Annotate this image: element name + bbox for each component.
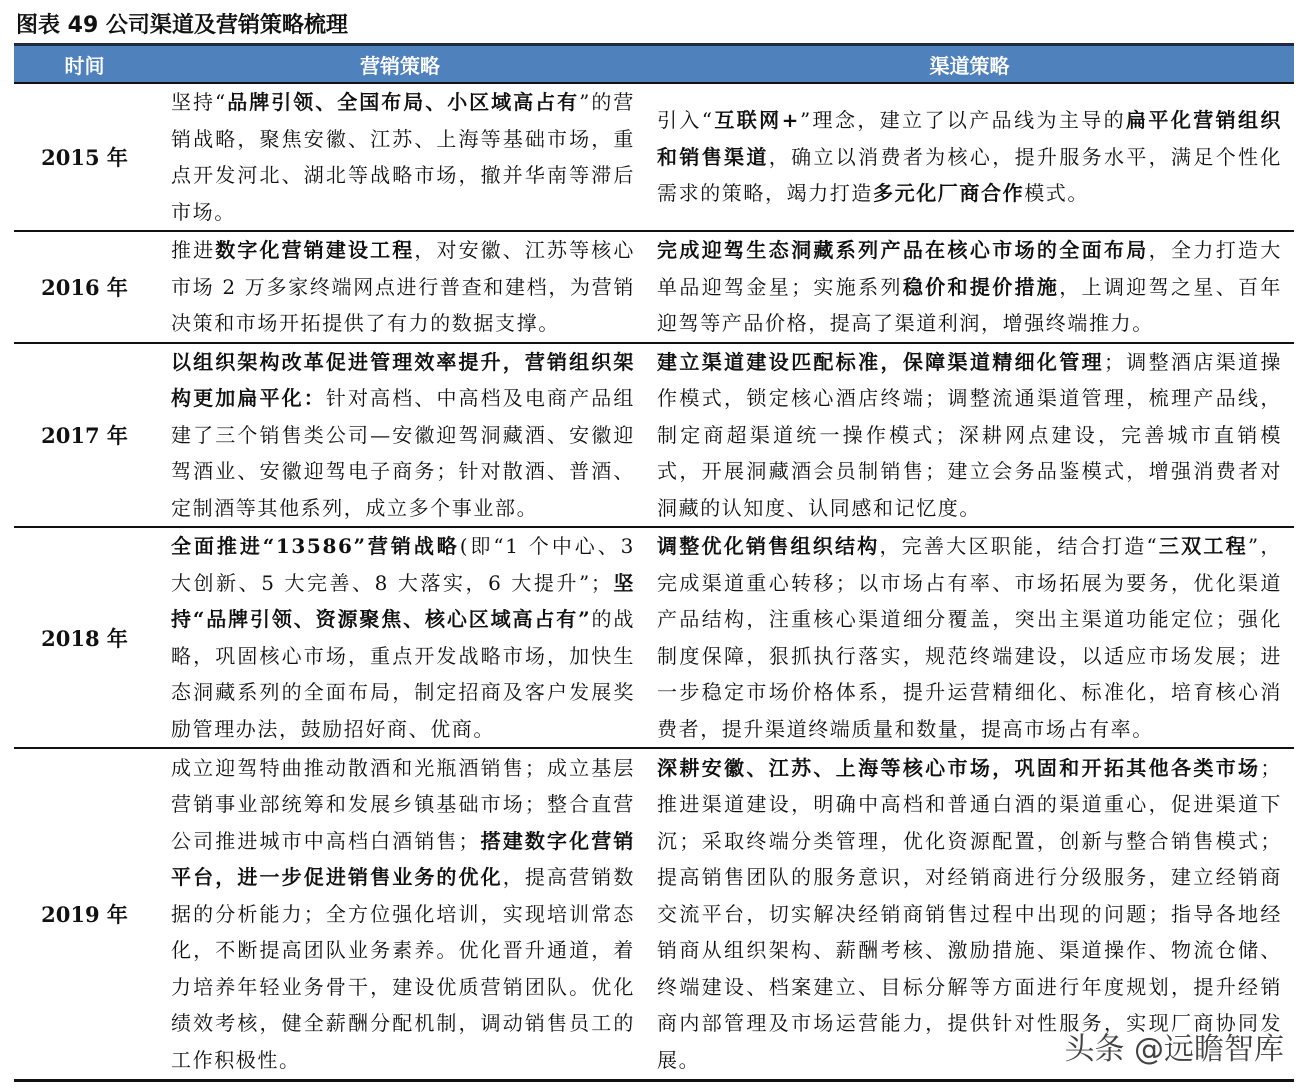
channel-text xyxy=(645,232,1294,342)
watermark: 头条 @远瞻智库 xyxy=(1064,1032,1284,1067)
marketing-cell xyxy=(155,748,645,1080)
bold-text-segment: 深耕安徽、江苏、上海等核心市场，巩固和开拓其他各类市场 xyxy=(657,755,1261,780)
bold-text-segment: 完成迎驾生态洞藏系列产品在核心市场的全面布局 xyxy=(657,238,1149,262)
text-segment: 成立迎驾特曲推动散酒和光瓶酒销售；成立基层营销事业部统筹和发展乡镇基础市场；整合直营公司推进城市中高档白酒销售； xyxy=(171,755,635,853)
text-segment: 模式。 xyxy=(1024,181,1090,206)
marketing-text xyxy=(155,528,645,747)
text-segment: ，确立以消费者为核心，提升服务水平，满足个性化需求的策略，竭力打造 xyxy=(657,144,1282,206)
figure-title: 图表 49 公司渠道及营销策略梳理 xyxy=(16,13,348,38)
text-segment: 引入“ xyxy=(657,108,714,133)
text-segment: ”，完成渠道重心转移；以市场占有率、市场拓展为要务，优化渠道产品结构，注重核心渠道细分覆盖，突出主渠道功能定位；强化制度保障，狠抓执行落实，规范终端建设，以适应市场发展；进一步稳定市场价格体系，提升运营精细化、标准化，培育核心消费者，提升渠道终端质量和数量，提高市场占有率。 xyxy=(657,534,1282,741)
marketing-text xyxy=(155,84,645,230)
year-cell: 2016 年 xyxy=(14,231,155,343)
bold-text-segment: 以组织架构改革促进管理效率提升，营销组织架构更加扁平化： xyxy=(171,349,635,410)
marketing-text xyxy=(155,750,645,1079)
table-row xyxy=(14,83,1294,231)
bold-text-segment: 品牌引领、全国布局、小区域高占有 xyxy=(226,90,580,114)
marketing-cell xyxy=(155,231,645,343)
bold-text-segment: 稳价和提价措施 xyxy=(902,274,1060,299)
marketing-text xyxy=(155,232,645,342)
text-segment: 坚持“ xyxy=(171,90,227,114)
text-segment: ，上调迎驾之星、百年迎驾等产品价格，提高了渠道利润，增强终端推力。 xyxy=(657,274,1282,335)
header-time: 时间 xyxy=(14,45,155,84)
bold-text-segment: 建立渠道建设匹配标准，保障渠道精细化管理 xyxy=(657,349,1104,374)
bold-text-segment: 互联网+ xyxy=(713,108,800,133)
channel-text xyxy=(645,102,1294,212)
channel-cell xyxy=(645,231,1294,343)
table-row xyxy=(14,343,1294,528)
text-segment: ；调整酒店渠道操作模式，锁定核心酒店终端；调整流通渠道管理，梳理产品线，制定商超渠道统一操作模式；深耕网点建设，完善城市直销模式，开展洞藏酒会员制销售；建立会务品鉴模式，增强消费者对洞藏的认知度、认同感和记忆度。 xyxy=(657,349,1282,520)
bold-text-segment: 多元化厂商合作 xyxy=(873,181,1025,206)
year-cell: 2019 年 xyxy=(14,748,155,1080)
strategy-table xyxy=(14,43,1294,1082)
year-cell: 2018 年 xyxy=(14,527,155,748)
table-row xyxy=(14,231,1294,343)
channel-cell xyxy=(645,527,1294,748)
text-segment: ；推进渠道建设，明确中高档和普通白酒的渠道重心，促进渠道下沉；采取终端分类管理，优化资源配置，创新与整合销售模式；提高销售团队的服务意识，对经销商进行分级服务，建立经销商交流平台，切实解决经销商销售过程中出现的问题；指导各地经销商从组织架构、薪酬考核、激励措施、渠道操作、物流仓储、终端建设、档案建立、目标分解等方面进行年度规划，提升经销商内部管理及市场运营能力，提供针对性服务，实现厂商协同发展。 xyxy=(657,755,1282,1072)
text-segment: ，对安徽、江苏等核心市场 2 万多家终端网点进行普查和建档，为营销决策和市场开拓提供了有力的数据支撑。 xyxy=(171,238,636,335)
bold-text-segment: 全面推进“13586”营销战略 xyxy=(171,534,460,558)
marketing-cell xyxy=(155,343,645,528)
text-segment: ，完善大区职能，结合打造“ xyxy=(879,534,1159,558)
text-segment: (即“1 个中心、3 大创新、5 大完善、8 大落实，6 大提升”； xyxy=(171,534,635,595)
marketing-cell xyxy=(155,83,645,231)
bold-text-segment: 搭建数字化营销平台，进一步促进销售业务的优化 xyxy=(171,828,635,889)
text-segment: ”理念，建立了以产品线为主导的 xyxy=(799,108,1127,133)
header-channel: 渠道策略 xyxy=(645,45,1294,84)
year-cell: 2015 年 xyxy=(14,83,155,231)
channel-cell xyxy=(645,343,1294,528)
channel-text xyxy=(645,344,1294,527)
bold-text-segment: 三双工程 xyxy=(1158,534,1248,558)
header-marketing: 营销策略 xyxy=(155,45,645,84)
text-segment: ，提高营销数据的分析能力；全方位强化培训，实现培训常态化，不断提高团队业务素养。优化晋升通道，着力培养年轻业务骨干，建设优质营销团队。优化绩效考核，健全薪酬分配机制，调动销售员工的工作积极性。 xyxy=(171,865,635,1072)
text-segment: ”的营销战略，聚焦安徽、江苏、上海等基础市场，重点开发河北、湖北等战略市场，撤并华南等滞后市场。 xyxy=(171,90,635,224)
text-segment: 推进 xyxy=(171,238,216,262)
table-row xyxy=(14,527,1294,748)
marketing-cell xyxy=(155,527,645,748)
bold-text-segment: 扁平化营销组织和销售渠道 xyxy=(657,108,1282,169)
bold-text-segment: 坚持“品牌引领、资源聚焦、核心区域高占有” xyxy=(171,570,635,631)
text-segment: 的战略，巩固核心市场，重点开发战略市场，加快生态洞藏系列的全面布局，制定招商及客户发展奖励管理办法，鼓励招好商、优商。 xyxy=(171,607,636,741)
text-segment: 针对高档、中高档及电商产品组建了三个销售类公司—安徽迎驾洞藏酒、安徽迎驾酒业、安徽迎驾电子商务；针对散酒、普酒、定制酒等其他系列，成立多个事业部。 xyxy=(171,386,635,520)
bold-text-segment: 数字化营销建设工程 xyxy=(215,238,415,262)
marketing-text xyxy=(155,344,645,527)
text-segment: ，全力打造大单品迎驾金星；实施系列 xyxy=(657,238,1282,299)
bold-text-segment: 调整优化销售组织结构 xyxy=(657,534,880,558)
table-header-row xyxy=(14,45,1294,84)
year-cell: 2017 年 xyxy=(14,343,155,528)
channel-text xyxy=(645,528,1294,747)
channel-cell xyxy=(645,83,1294,231)
